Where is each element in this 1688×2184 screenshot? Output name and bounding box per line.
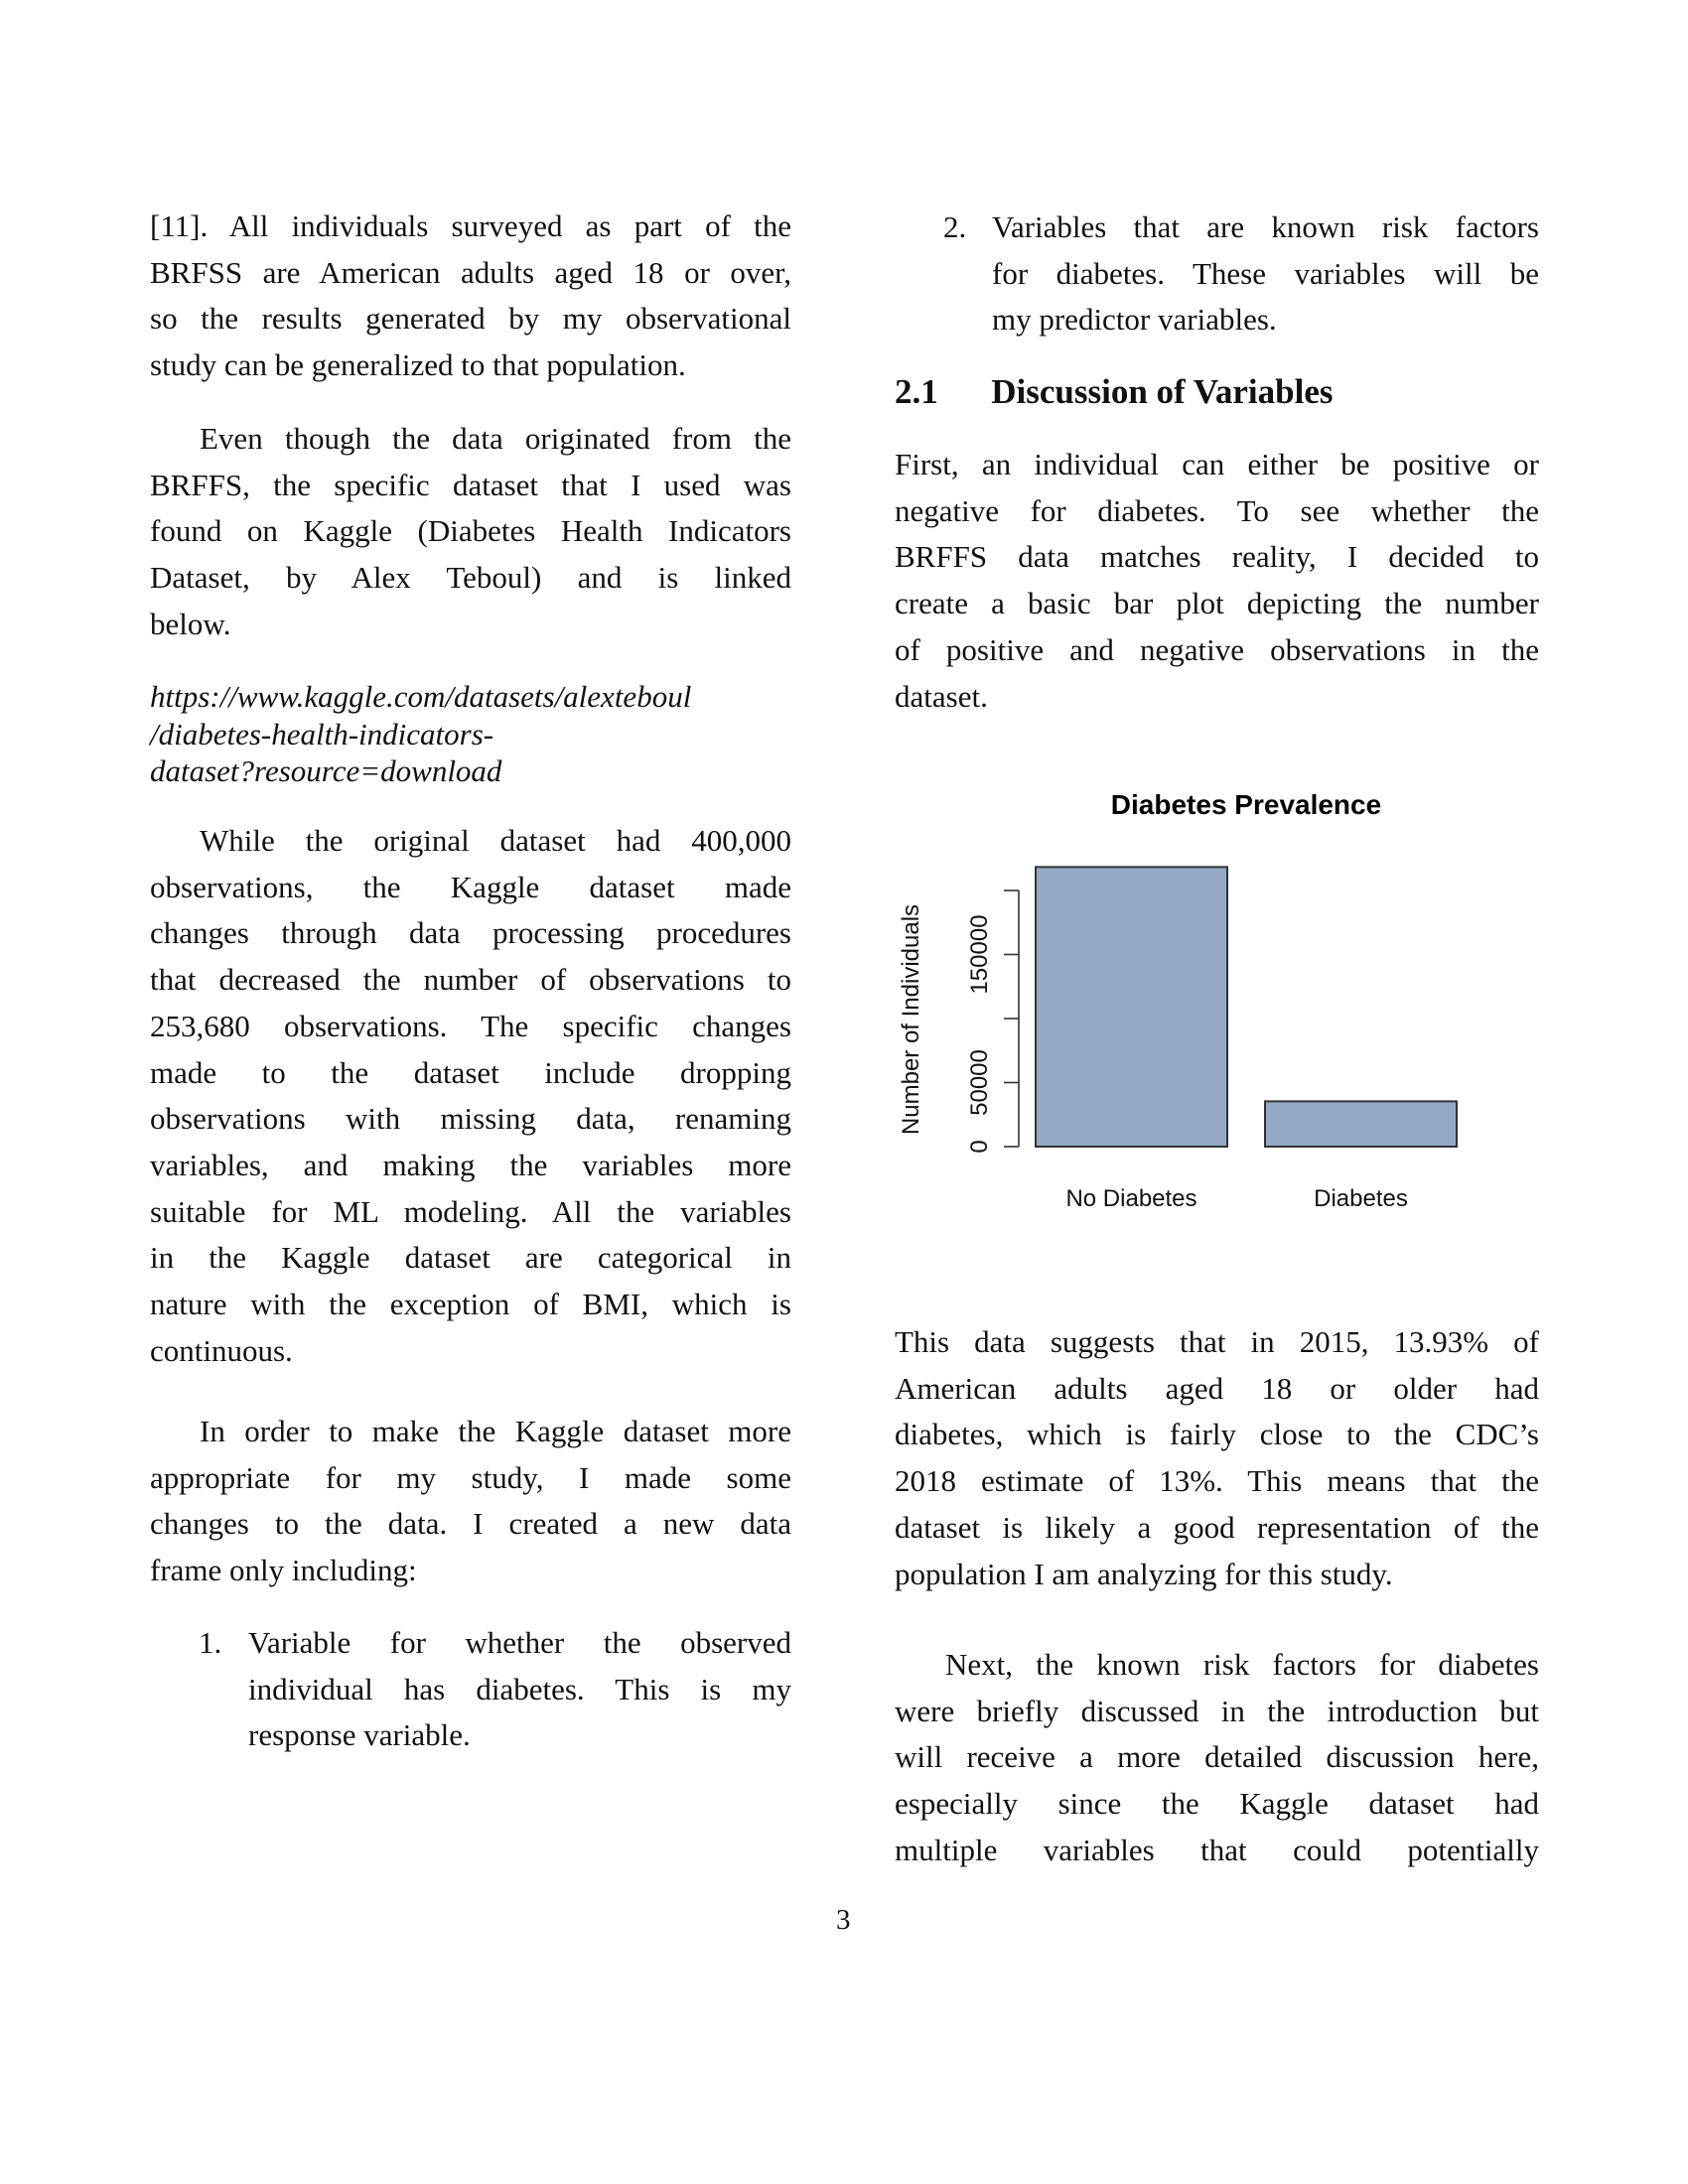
paragraph-line: found on Kaggle (Diabetes Health Indicators [150, 513, 791, 549]
paragraph-line: multiple variables that could potentially [895, 1832, 1539, 1867]
paragraph-line: so the results generated by my observational [150, 301, 791, 337]
paragraph-line: BRFFS data matches reality, I decided to [895, 539, 1539, 575]
list-item-line: individual has diabetes. This is my [248, 1671, 791, 1706]
paragraph-line: suitable for ML modeling. All the variables [150, 1193, 791, 1229]
paragraph-line: diabetes, which is fairly close to the CDC’s [895, 1417, 1539, 1452]
paragraph-line: changes through data processing procedures [150, 915, 791, 951]
y-tick-label: 0 [966, 1140, 993, 1154]
paragraph-line: [11]. All individuals surveyed as part of the [150, 208, 791, 243]
paragraph-line: appropriate for my study, I made some [150, 1459, 791, 1495]
paragraph-line: In order to make the Kaggle dataset more [200, 1414, 791, 1448]
paragraph-line: dataset is likely a good representation of the [895, 1509, 1539, 1545]
list-number: 1. [199, 1625, 222, 1660]
paragraph-line: While the original dataset had 400,000 [200, 823, 791, 858]
paragraph-line: Next, the known risk factors for diabetes [945, 1647, 1539, 1682]
paragraph-line: Dataset, by Alex Teboul) and is linked [150, 560, 791, 596]
section-number: 2.1 [895, 372, 938, 411]
bar-diabetes [1265, 1101, 1457, 1147]
list-item-line: response variable. [248, 1717, 471, 1753]
y-axis-label: Number of Individuals [898, 903, 924, 1136]
paragraph-line: study can be generalized to that population. [150, 347, 686, 383]
paragraph-line: 2018 estimate of 13%. This means that the [895, 1463, 1539, 1499]
paragraph-line: Even though the data originated from the [200, 421, 791, 456]
paragraph-line: frame only including: [150, 1553, 417, 1588]
x-tick-label: Diabetes [1314, 1185, 1408, 1212]
page-number: 3 [836, 1904, 851, 1936]
paragraph-line: observations, the Kaggle dataset made [150, 869, 791, 904]
chart-title: Diabetes Prevalence [1110, 789, 1382, 820]
paragraph-line: in the Kaggle dataset are categorical in [150, 1240, 791, 1276]
paragraph-line: observations with missing data, renaming [150, 1101, 791, 1137]
paragraph-line: were briefly discussed in the introduction but [895, 1693, 1539, 1728]
dataset-link[interactable]: dataset?resource=download [150, 753, 502, 788]
paragraph-line: will receive a more detailed discussion here, [895, 1739, 1539, 1775]
bar-no-diabetes [1036, 867, 1227, 1147]
paragraph-line: nature with the exception of BMI, which is [150, 1287, 791, 1321]
dataset-link[interactable]: /diabetes-health-indicators- [150, 716, 494, 751]
list-item-line: Variables that are known risk factors [992, 209, 1539, 244]
list-item-line: Variable for whether the observed [248, 1625, 791, 1660]
paragraph-line: BRFFS, the specific dataset that I used was [150, 467, 791, 502]
paragraph-line: that decreased the number of observations to [150, 962, 791, 998]
dataset-link[interactable]: https://www.kaggle.com/datasets/alexteboul [150, 679, 692, 714]
paragraph-line: especially since the Kaggle dataset had [895, 1786, 1539, 1822]
paragraph-line: dataset. [895, 678, 988, 714]
paragraph-line: create a basic bar plot depicting the number [895, 586, 1539, 621]
paragraph-line: negative for diabetes. To see whether the [895, 492, 1539, 528]
paragraph-line: 253,680 observations. The specific changes [150, 1008, 791, 1043]
paragraph-line: American adults aged 18 or older had [895, 1370, 1539, 1406]
x-tick-label: No Diabetes [1065, 1185, 1197, 1212]
paragraph-line: This data suggests that in 2015, 13.93% of [895, 1324, 1539, 1359]
section-title: Discussion of Variables [991, 372, 1334, 411]
paragraph-line: variables, and making the variables more [150, 1147, 791, 1182]
y-tick-label: 150000 [966, 914, 993, 995]
list-number: 2. [943, 209, 967, 244]
paragraph-line: population I am analyzing for this study. [895, 1556, 1393, 1591]
paragraph-line: continuous. [150, 1332, 293, 1368]
y-tick-label: 50000 [966, 1049, 993, 1116]
paragraph-line: changes to the data. I created a new data [150, 1506, 791, 1542]
paragraph-line: below. [150, 606, 231, 641]
list-item-line: my predictor variables. [992, 302, 1277, 338]
paragraph-line: of positive and negative observations in the [895, 631, 1539, 667]
paragraph-line: First, an individual can either be positive or [895, 447, 1539, 481]
list-item-line: for diabetes. These variables will be [992, 255, 1539, 291]
paragraph-line: made to the dataset include dropping [150, 1054, 791, 1090]
paragraph-line: BRFSS are American adults aged 18 or over, [150, 254, 791, 290]
